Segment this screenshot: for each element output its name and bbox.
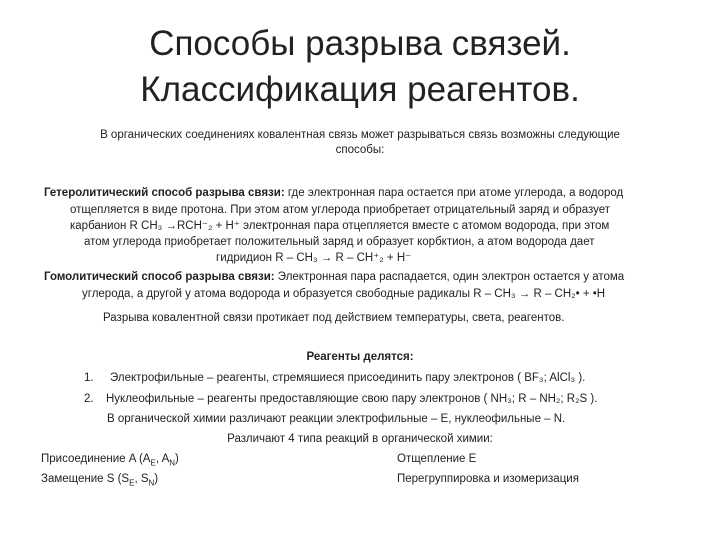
homolytic-text: Электронная пара распадается, один электрон остается у атома: [274, 271, 625, 283]
heterolytic-line-4: атом углерода приобретает положительный заряд и образует корбктион, а атом водорода дает: [84, 236, 595, 248]
reaction-type-elimination: Отщепление Е: [397, 453, 477, 465]
reactions-note: В органической химии различают реакции электрофильные – E, нуклеофильные – N.: [107, 413, 566, 425]
heterolytic-heading: Гетеролитический способ разрыва связи:: [44, 187, 285, 199]
title-line-2: Классификация реагентов.: [140, 70, 580, 109]
heterolytic-line-5: гидридион R – CH₃ → R – CH⁺₂ + H⁻: [216, 252, 412, 264]
homolytic-line-1: [44, 270, 624, 285]
reagent-item-1: [84, 371, 585, 386]
reagent-item-2: [84, 392, 597, 407]
heterolytic-line-3: карбанион R CH₃ →RCH⁻₂ + H⁺ электронная пара отцепляется вместе с атомом водорода, при этом: [70, 220, 610, 232]
list-number: 1.: [84, 372, 94, 384]
intro-line-2: способы:: [335, 144, 385, 156]
reaction-type-rearrangement: Перегруппировка и изомеризация: [397, 473, 579, 485]
heterolytic-text: где электронная пара остается при атоме углерода, а водород: [284, 187, 624, 199]
reaction-type-addition: Присоединение A ($A_E$, $A_N$): [41, 453, 179, 468]
heterolytic-line-2: отщепляется в виде протона. При этом атом углерода приобретает отрицательный заряд и образует: [70, 204, 611, 216]
title-line-1: Способы разрыва связей.: [149, 24, 571, 63]
heterolytic-line-1: [44, 186, 623, 201]
homolytic-line-2: углерода, а другой у атома водорода и образуется свободные радикалы R – CH₃ → R – CH₂• + •H: [82, 288, 606, 300]
intro-line-1: В органических соединениях ковалентная связь может разрываться связь возможны следующие: [100, 129, 620, 141]
list-number: 2.: [84, 393, 94, 405]
conditions-text: Разрыва ковалентной связи протикает под действием температуры, света, реагентов.: [103, 312, 565, 324]
reaction-type-substitution: Замещение S ($S_E$, $S_N$): [41, 473, 159, 488]
reagents-heading: Реагенты делятся:: [306, 351, 414, 363]
reaction-types-heading: Различают 4 типа реакций в органической химии:: [227, 433, 493, 445]
reagent-item-text: Электрофильные – реагенты, стремяшиеся присоединить пару электронов ( BF₃; AlCl₃ ).: [110, 372, 586, 384]
reagent-item-text: Нуклеофильные – реагенты предоставляющие свою пару электронов ( NH₃; R – NH₂; R₂S ).: [106, 393, 598, 405]
homolytic-heading: Гомолитический способ разрыва связи:: [44, 271, 275, 283]
